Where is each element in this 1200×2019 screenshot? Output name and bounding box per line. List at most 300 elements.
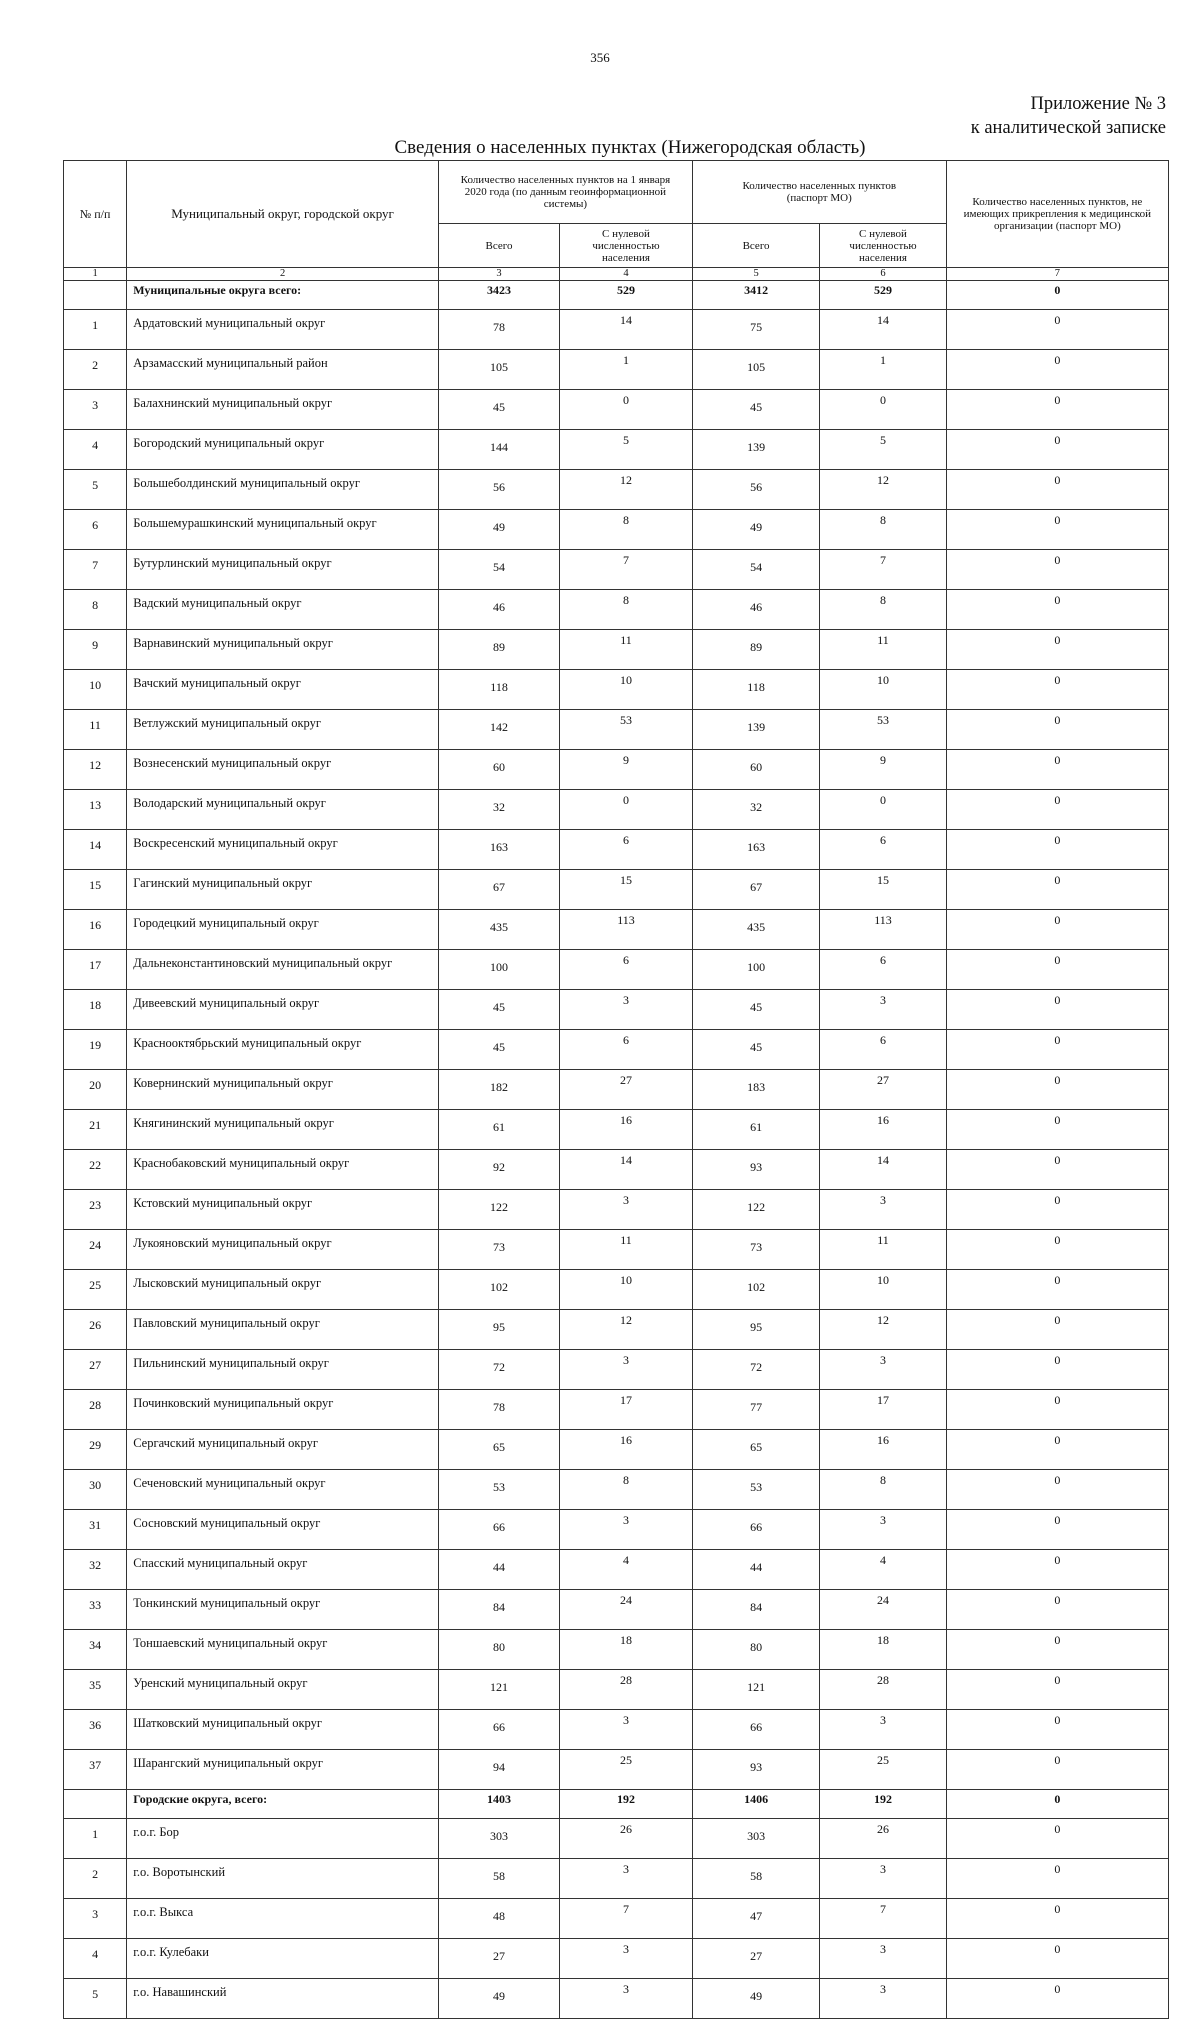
geo-total-value: 61 [438,1110,559,1150]
no-attach-value: 0 [946,1390,1168,1430]
municipal-row [64,990,1169,1030]
geo-total-value: 144 [438,430,559,470]
municipal-total-passport-zero: 529 [820,281,946,310]
passport-zero-value: 14 [820,310,946,350]
header-district: Муниципальный округ, городской округ [127,161,439,268]
geo-total-value: 72 [438,1350,559,1390]
geo-zero-value: 12 [560,470,693,510]
passport-zero-value: 3 [820,1190,946,1230]
city-total-passport-zero: 192 [820,1790,946,1819]
geo-zero-value: 3 [560,1710,693,1750]
municipal-row [64,1710,1169,1750]
district-name: Варнавинский муниципальный округ [127,630,439,670]
passport-zero-value: 17 [820,1390,946,1430]
geo-zero-value: 1 [560,350,693,390]
geo-zero-value: 14 [560,310,693,350]
geo-total-value: 53 [438,1470,559,1510]
municipal-row [64,750,1169,790]
passport-total-value: 32 [692,790,819,830]
colnum: 5 [692,268,819,281]
header-num: № п/п [64,161,127,268]
district-name: Вадский муниципальный округ [127,590,439,630]
passport-zero-value: 9 [820,750,946,790]
passport-zero-value: 3 [820,1710,946,1750]
no-attach-value: 0 [946,590,1168,630]
no-attach-value: 0 [946,510,1168,550]
geo-total-value: 303 [438,1819,559,1859]
no-attach-value: 0 [946,670,1168,710]
passport-total-value: 67 [692,870,819,910]
passport-zero-value: 25 [820,1750,946,1790]
geo-zero-value: 16 [560,1430,693,1470]
geo-zero-value: 18 [560,1630,693,1670]
district-name: Павловский муниципальный округ [127,1310,439,1350]
row-number: 1 [64,1819,127,1859]
geo-zero-value: 27 [560,1070,693,1110]
geo-zero-value: 6 [560,1030,693,1070]
municipal-row [64,1430,1169,1470]
passport-total-value: 46 [692,590,819,630]
no-attach-value: 0 [946,1270,1168,1310]
passport-zero-value: 18 [820,1630,946,1670]
district-name: Володарский муниципальный округ [127,790,439,830]
passport-total-value: 72 [692,1350,819,1390]
municipal-row [64,1030,1169,1070]
no-attach-value: 0 [946,1670,1168,1710]
district-name: Сергачский муниципальный округ [127,1430,439,1470]
passport-zero-value: 10 [820,1270,946,1310]
header-no-attach: Количество населенных пунктов, не имеющих прикрепления к медицинской организации (паспорт МО) [946,161,1168,268]
no-attach-value: 0 [946,830,1168,870]
municipal-row [64,1510,1169,1550]
row-number: 37 [64,1750,127,1790]
geo-zero-value: 3 [560,1939,693,1979]
passport-total-value: 61 [692,1110,819,1150]
geo-zero-value: 3 [560,1979,693,2019]
row-number: 27 [64,1350,127,1390]
no-attach-value: 0 [946,390,1168,430]
municipal-row [64,830,1169,870]
geo-zero-value: 3 [560,990,693,1030]
district-name: Краснобаковский муниципальный округ [127,1150,439,1190]
row-number: 20 [64,1070,127,1110]
geo-zero-value: 7 [560,550,693,590]
district-name: Тоншаевский муниципальный округ [127,1630,439,1670]
row-number: 31 [64,1510,127,1550]
geo-zero-value: 11 [560,1230,693,1270]
no-attach-value: 0 [946,1430,1168,1470]
passport-total-value: 53 [692,1470,819,1510]
row-number: 19 [64,1030,127,1070]
row-number: 33 [64,1590,127,1630]
geo-total-value: 163 [438,830,559,870]
district-name: Сосновский муниципальный округ [127,1510,439,1550]
city-row [64,1899,1169,1939]
geo-total-value: 94 [438,1750,559,1790]
no-attach-value: 0 [946,1939,1168,1979]
settlements-table [63,160,1169,2019]
city-total-geo-zero: 192 [560,1790,693,1819]
geo-total-value: 182 [438,1070,559,1110]
geo-zero-value: 5 [560,430,693,470]
passport-zero-value: 6 [820,950,946,990]
colnum: 1 [64,268,127,281]
city-total-geo: 1403 [438,1790,559,1819]
municipal-total-passport: 3412 [692,281,819,310]
city-row [64,1859,1169,1899]
municipal-total-geo: 3423 [438,281,559,310]
municipal-row [64,1390,1169,1430]
column-numbers-row [64,268,1169,281]
geo-zero-value: 8 [560,590,693,630]
municipal-row [64,1230,1169,1270]
passport-zero-value: 8 [820,510,946,550]
district-name: Ветлужский муниципальный округ [127,710,439,750]
passport-total-value: 54 [692,550,819,590]
passport-total-value: 45 [692,990,819,1030]
geo-zero-value: 113 [560,910,693,950]
passport-total-value: 139 [692,710,819,750]
municipal-row [64,470,1169,510]
passport-total-value: 80 [692,1630,819,1670]
passport-zero-value: 8 [820,590,946,630]
no-attach-value: 0 [946,1899,1168,1939]
row-number: 22 [64,1150,127,1190]
municipal-row [64,1550,1169,1590]
geo-zero-value: 0 [560,790,693,830]
passport-zero-value: 16 [820,1430,946,1470]
passport-total-value: 77 [692,1390,819,1430]
passport-zero-value: 11 [820,630,946,670]
geo-zero-value: 10 [560,670,693,710]
geo-zero-value: 3 [560,1510,693,1550]
district-name: Большеболдинский муниципальный округ [127,470,439,510]
row-number: 16 [64,910,127,950]
district-name: Лукояновский муниципальный округ [127,1230,439,1270]
geo-total-value: 100 [438,950,559,990]
row-number: 9 [64,630,127,670]
geo-total-value: 92 [438,1150,559,1190]
row-number: 28 [64,1390,127,1430]
row-number: 4 [64,430,127,470]
geo-zero-value: 0 [560,390,693,430]
district-name: г.о.г. Бор [127,1819,439,1859]
geo-total-value: 66 [438,1710,559,1750]
row-number: 34 [64,1630,127,1670]
no-attach-value: 0 [946,950,1168,990]
row-number: 2 [64,1859,127,1899]
row-number: 6 [64,510,127,550]
geo-zero-value: 3 [560,1190,693,1230]
row-number: 21 [64,1110,127,1150]
no-attach-value: 0 [946,1310,1168,1350]
header-pass-zero: С нулевой численностью населения [820,224,946,268]
colnum: 6 [820,268,946,281]
no-attach-value: 0 [946,1230,1168,1270]
geo-total-value: 118 [438,670,559,710]
passport-total-value: 66 [692,1510,819,1550]
geo-total-value: 45 [438,1030,559,1070]
row-number: 2 [64,350,127,390]
passport-zero-value: 27 [820,1070,946,1110]
passport-zero-value: 5 [820,430,946,470]
geo-zero-value: 16 [560,1110,693,1150]
municipal-total-row [64,281,1169,310]
city-row [64,1819,1169,1859]
geo-total-value: 66 [438,1510,559,1550]
row-number: 1 [64,310,127,350]
passport-total-value: 45 [692,390,819,430]
geo-total-value: 95 [438,1310,559,1350]
geo-zero-value: 26 [560,1819,693,1859]
no-attach-value: 0 [946,470,1168,510]
colnum: 3 [438,268,559,281]
geo-total-value: 80 [438,1630,559,1670]
geo-zero-value: 12 [560,1310,693,1350]
district-name: Бутурлинский муниципальный округ [127,550,439,590]
district-name: Княгининский муниципальный округ [127,1110,439,1150]
row-number: 18 [64,990,127,1030]
geo-total-value: 27 [438,1939,559,1979]
geo-total-value: 60 [438,750,559,790]
row-number: 24 [64,1230,127,1270]
city-total-no-attach: 0 [946,1790,1168,1819]
municipal-row [64,1190,1169,1230]
passport-total-value: 118 [692,670,819,710]
municipal-row [64,910,1169,950]
district-name: Шарангский муниципальный округ [127,1750,439,1790]
passport-zero-value: 3 [820,1510,946,1550]
passport-zero-value: 3 [820,1939,946,1979]
passport-total-value: 75 [692,310,819,350]
no-attach-value: 0 [946,310,1168,350]
geo-zero-value: 7 [560,1899,693,1939]
row-number: 11 [64,710,127,750]
geo-total-value: 49 [438,510,559,550]
passport-total-value: 102 [692,1270,819,1310]
no-attach-value: 0 [946,430,1168,470]
geo-total-value: 48 [438,1899,559,1939]
municipal-row [64,1470,1169,1510]
no-attach-value: 0 [946,750,1168,790]
geo-total-value: 78 [438,310,559,350]
geo-total-value: 44 [438,1550,559,1590]
no-attach-value: 0 [946,710,1168,750]
municipal-row [64,390,1169,430]
no-attach-value: 0 [946,550,1168,590]
colnum: 2 [127,268,439,281]
passport-zero-value: 0 [820,390,946,430]
no-attach-value: 0 [946,1859,1168,1899]
district-name: Большемурашкинский муниципальный округ [127,510,439,550]
municipal-row [64,1350,1169,1390]
district-name: Гагинский муниципальный округ [127,870,439,910]
passport-total-value: 66 [692,1710,819,1750]
city-total-passport: 1406 [692,1790,819,1819]
municipal-row [64,510,1169,550]
geo-zero-value: 14 [560,1150,693,1190]
passport-zero-value: 3 [820,990,946,1030]
municipal-row [64,870,1169,910]
municipal-row [64,1070,1169,1110]
no-attach-value: 0 [946,910,1168,950]
row-number: 3 [64,1899,127,1939]
no-attach-value: 0 [946,1110,1168,1150]
municipal-row [64,590,1169,630]
passport-total-value: 45 [692,1030,819,1070]
row-number: 10 [64,670,127,710]
no-attach-value: 0 [946,1819,1168,1859]
geo-total-value: 67 [438,870,559,910]
passport-zero-value: 16 [820,1110,946,1150]
geo-zero-value: 8 [560,510,693,550]
appendix-line-1: Приложение № 3 [1030,94,1166,114]
district-name: Вознесенский муниципальный округ [127,750,439,790]
row-number: 36 [64,1710,127,1750]
district-name: Лысковский муниципальный округ [127,1270,439,1310]
municipal-row [64,350,1169,390]
municipal-row [64,1590,1169,1630]
geo-zero-value: 25 [560,1750,693,1790]
geo-zero-value: 24 [560,1590,693,1630]
geo-zero-value: 6 [560,950,693,990]
no-attach-value: 0 [946,1750,1168,1790]
passport-total-value: 122 [692,1190,819,1230]
municipal-total-no-attach: 0 [946,281,1168,310]
total-empty [64,1790,127,1819]
row-number: 17 [64,950,127,990]
passport-zero-value: 7 [820,1899,946,1939]
geo-total-value: 102 [438,1270,559,1310]
district-name: г.о.г. Выкса [127,1899,439,1939]
passport-total-value: 95 [692,1310,819,1350]
geo-zero-value: 3 [560,1350,693,1390]
colnum: 7 [946,268,1168,281]
geo-total-value: 78 [438,1390,559,1430]
passport-zero-value: 8 [820,1470,946,1510]
table-header [64,161,1169,268]
no-attach-value: 0 [946,1070,1168,1110]
passport-zero-value: 28 [820,1670,946,1710]
municipal-row [64,310,1169,350]
geo-total-value: 142 [438,710,559,750]
no-attach-value: 0 [946,1590,1168,1630]
municipal-row [64,1310,1169,1350]
appendix-line-2: к аналитической записке [970,118,1166,138]
geo-zero-value: 28 [560,1670,693,1710]
municipal-row [64,1750,1169,1790]
passport-total-value: 27 [692,1939,819,1979]
table-body [64,268,1169,2019]
row-number: 29 [64,1430,127,1470]
district-name: Дивеевский муниципальный округ [127,990,439,1030]
passport-total-value: 100 [692,950,819,990]
municipal-total-geo-zero: 529 [560,281,693,310]
municipal-total-label: Муниципальные округа всего: [127,281,439,310]
municipal-row [64,550,1169,590]
district-name: Тонкинский муниципальный округ [127,1590,439,1630]
total-empty [64,281,127,310]
header-geo-total: Всего [438,224,559,268]
municipal-row [64,1270,1169,1310]
geo-total-value: 122 [438,1190,559,1230]
no-attach-value: 0 [946,350,1168,390]
geo-total-value: 54 [438,550,559,590]
city-total-label: Городские округа, всего: [127,1790,439,1819]
no-attach-value: 0 [946,790,1168,830]
geo-zero-value: 9 [560,750,693,790]
page-number: 356 [590,50,610,65]
geo-total-value: 84 [438,1590,559,1630]
geo-zero-value: 3 [560,1859,693,1899]
row-number: 5 [64,1979,127,2019]
passport-total-value: 163 [692,830,819,870]
city-row [64,1979,1169,2019]
city-row [64,1939,1169,1979]
row-number: 30 [64,1470,127,1510]
geo-total-value: 105 [438,350,559,390]
district-name: Ардатовский муниципальный округ [127,310,439,350]
passport-zero-value: 53 [820,710,946,750]
district-name: Уренский муниципальный округ [127,1670,439,1710]
city-total-row [64,1790,1169,1819]
row-number: 14 [64,830,127,870]
municipal-row [64,1110,1169,1150]
passport-zero-value: 113 [820,910,946,950]
passport-total-value: 121 [692,1670,819,1710]
no-attach-value: 0 [946,1190,1168,1230]
passport-total-value: 183 [692,1070,819,1110]
district-name: Спасский муниципальный округ [127,1550,439,1590]
municipal-row [64,710,1169,750]
passport-zero-value: 15 [820,870,946,910]
passport-total-value: 73 [692,1230,819,1270]
passport-total-value: 89 [692,630,819,670]
geo-total-value: 58 [438,1859,559,1899]
passport-zero-value: 4 [820,1550,946,1590]
district-name: г.о. Навашинский [127,1979,439,2019]
district-name: Починковский муниципальный округ [127,1390,439,1430]
district-name: Краснооктябрьский муниципальный округ [127,1030,439,1070]
header-pass-total: Всего [692,224,819,268]
passport-zero-value: 3 [820,1350,946,1390]
geo-total-value: 89 [438,630,559,670]
geo-total-value: 121 [438,1670,559,1710]
row-number: 15 [64,870,127,910]
geo-zero-value: 53 [560,710,693,750]
municipal-row [64,1150,1169,1190]
geo-total-value: 45 [438,990,559,1030]
row-number: 4 [64,1939,127,1979]
geo-zero-value: 11 [560,630,693,670]
header-passport-group: Количество населенных пунктов (паспорт МО) [692,161,946,224]
appendix-caption [971,92,1166,140]
row-number: 25 [64,1270,127,1310]
district-name: Кстовский муниципальный округ [127,1190,439,1230]
passport-total-value: 47 [692,1899,819,1939]
district-name: Арзамасский муниципальный район [127,350,439,390]
passport-zero-value: 7 [820,550,946,590]
district-name: Сеченовский муниципальный округ [127,1470,439,1510]
geo-zero-value: 6 [560,830,693,870]
row-number: 3 [64,390,127,430]
geo-total-value: 32 [438,790,559,830]
district-name: г.о.г. Кулебаки [127,1939,439,1979]
passport-total-value: 105 [692,350,819,390]
geo-total-value: 73 [438,1230,559,1270]
row-number: 32 [64,1550,127,1590]
passport-total-value: 44 [692,1550,819,1590]
